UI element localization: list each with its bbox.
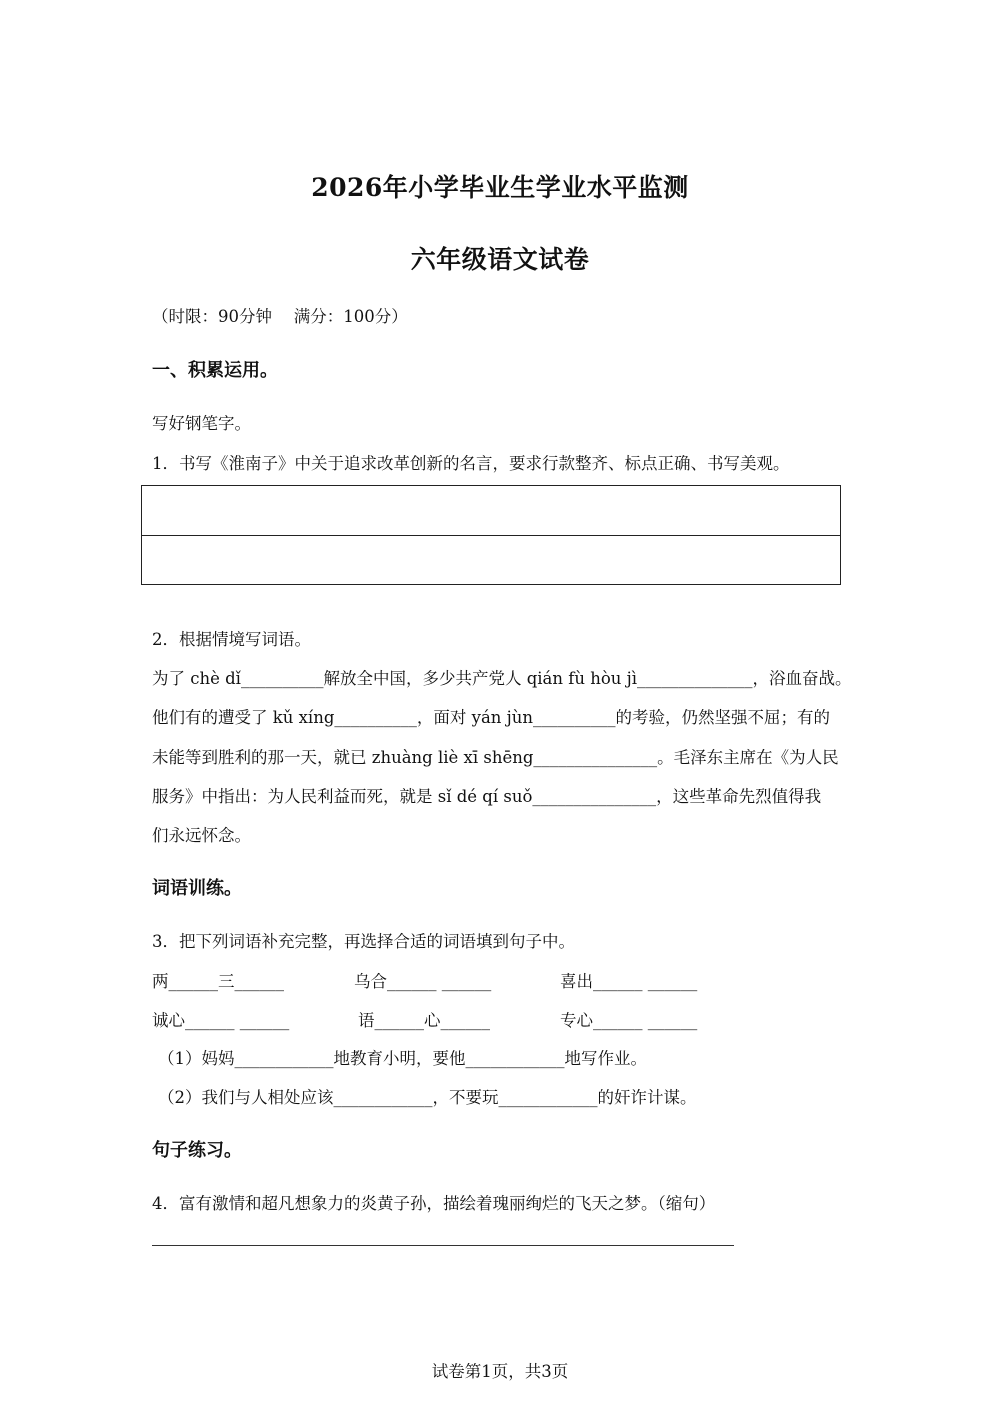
- question-2-line: 们永远怀念。: [152, 826, 251, 845]
- page-footer: 试卷第1页，共3页: [431, 1362, 569, 1381]
- idiom-blank[interactable]: 语______心______: [358, 1011, 490, 1030]
- question-2-title: 2．根据情境写词语。: [152, 630, 311, 649]
- handwriting-row[interactable]: [142, 486, 840, 535]
- idiom-blank[interactable]: 专心______ ______: [560, 1011, 698, 1030]
- idiom-blank[interactable]: 乌合______ ______: [354, 972, 492, 991]
- handwriting-row[interactable]: [142, 535, 840, 584]
- question-2-line: 他们有的遭受了 kǔ xíng__________，面对 yán jùn__________的考验，仍然坚强不屈；有的: [152, 708, 831, 727]
- exam-title: 2026年小学毕业生学业水平监测: [311, 173, 689, 202]
- answer-line[interactable]: [152, 1245, 734, 1246]
- handwriting-box[interactable]: [141, 485, 841, 585]
- section-heading-vocab: 词语训练。: [152, 878, 242, 899]
- idiom-blank[interactable]: 两______三______: [152, 972, 284, 991]
- question-2-line: 为了 chè dǐ__________解放全中国，多少共产党人 qián fù hòu jì______________，浴血奋战。: [152, 669, 852, 688]
- question-3-sentence-1[interactable]: （1）妈妈____________地教育小明，要他____________地写作业。: [158, 1049, 647, 1068]
- question-3-sentence-2[interactable]: （2）我们与人相处应该____________，不要玩____________的奸诈计谋。: [158, 1088, 697, 1107]
- section-heading-sentence: 句子练习。: [152, 1140, 242, 1161]
- question-2-line: 未能等到胜利的那一天，就已 zhuàng liè xī shēng_______________。毛泽东主席在《为人民: [152, 748, 839, 767]
- section-heading-1: 一、积累运用。: [152, 360, 278, 381]
- question-1: 1．书写《淮南子》中关于追求改革创新的名言，要求行款整齐、标点正确、书写美观。: [152, 454, 790, 473]
- idiom-blank[interactable]: 诚心______ ______: [152, 1011, 290, 1030]
- question-2-line: 服务》中指出：为人民利益而死，就是 sǐ dé qí suǒ_______________，这些革命先烈值得我: [152, 787, 822, 806]
- idiom-blank[interactable]: 喜出______ ______: [560, 972, 698, 991]
- subsection-heading-handwriting: 写好钢笔字。: [152, 414, 251, 433]
- exam-subtitle: 六年级语文试卷: [410, 245, 590, 274]
- question-4: 4．富有激情和超凡想象力的炎黄子孙，描绘着瑰丽绚烂的飞天之梦。（缩句）: [152, 1194, 716, 1213]
- exam-info: （时限：90分钟 满分：100分）: [152, 307, 408, 326]
- question-3-title: 3．把下列词语补充完整，再选择合适的词语填到句子中。: [152, 932, 575, 951]
